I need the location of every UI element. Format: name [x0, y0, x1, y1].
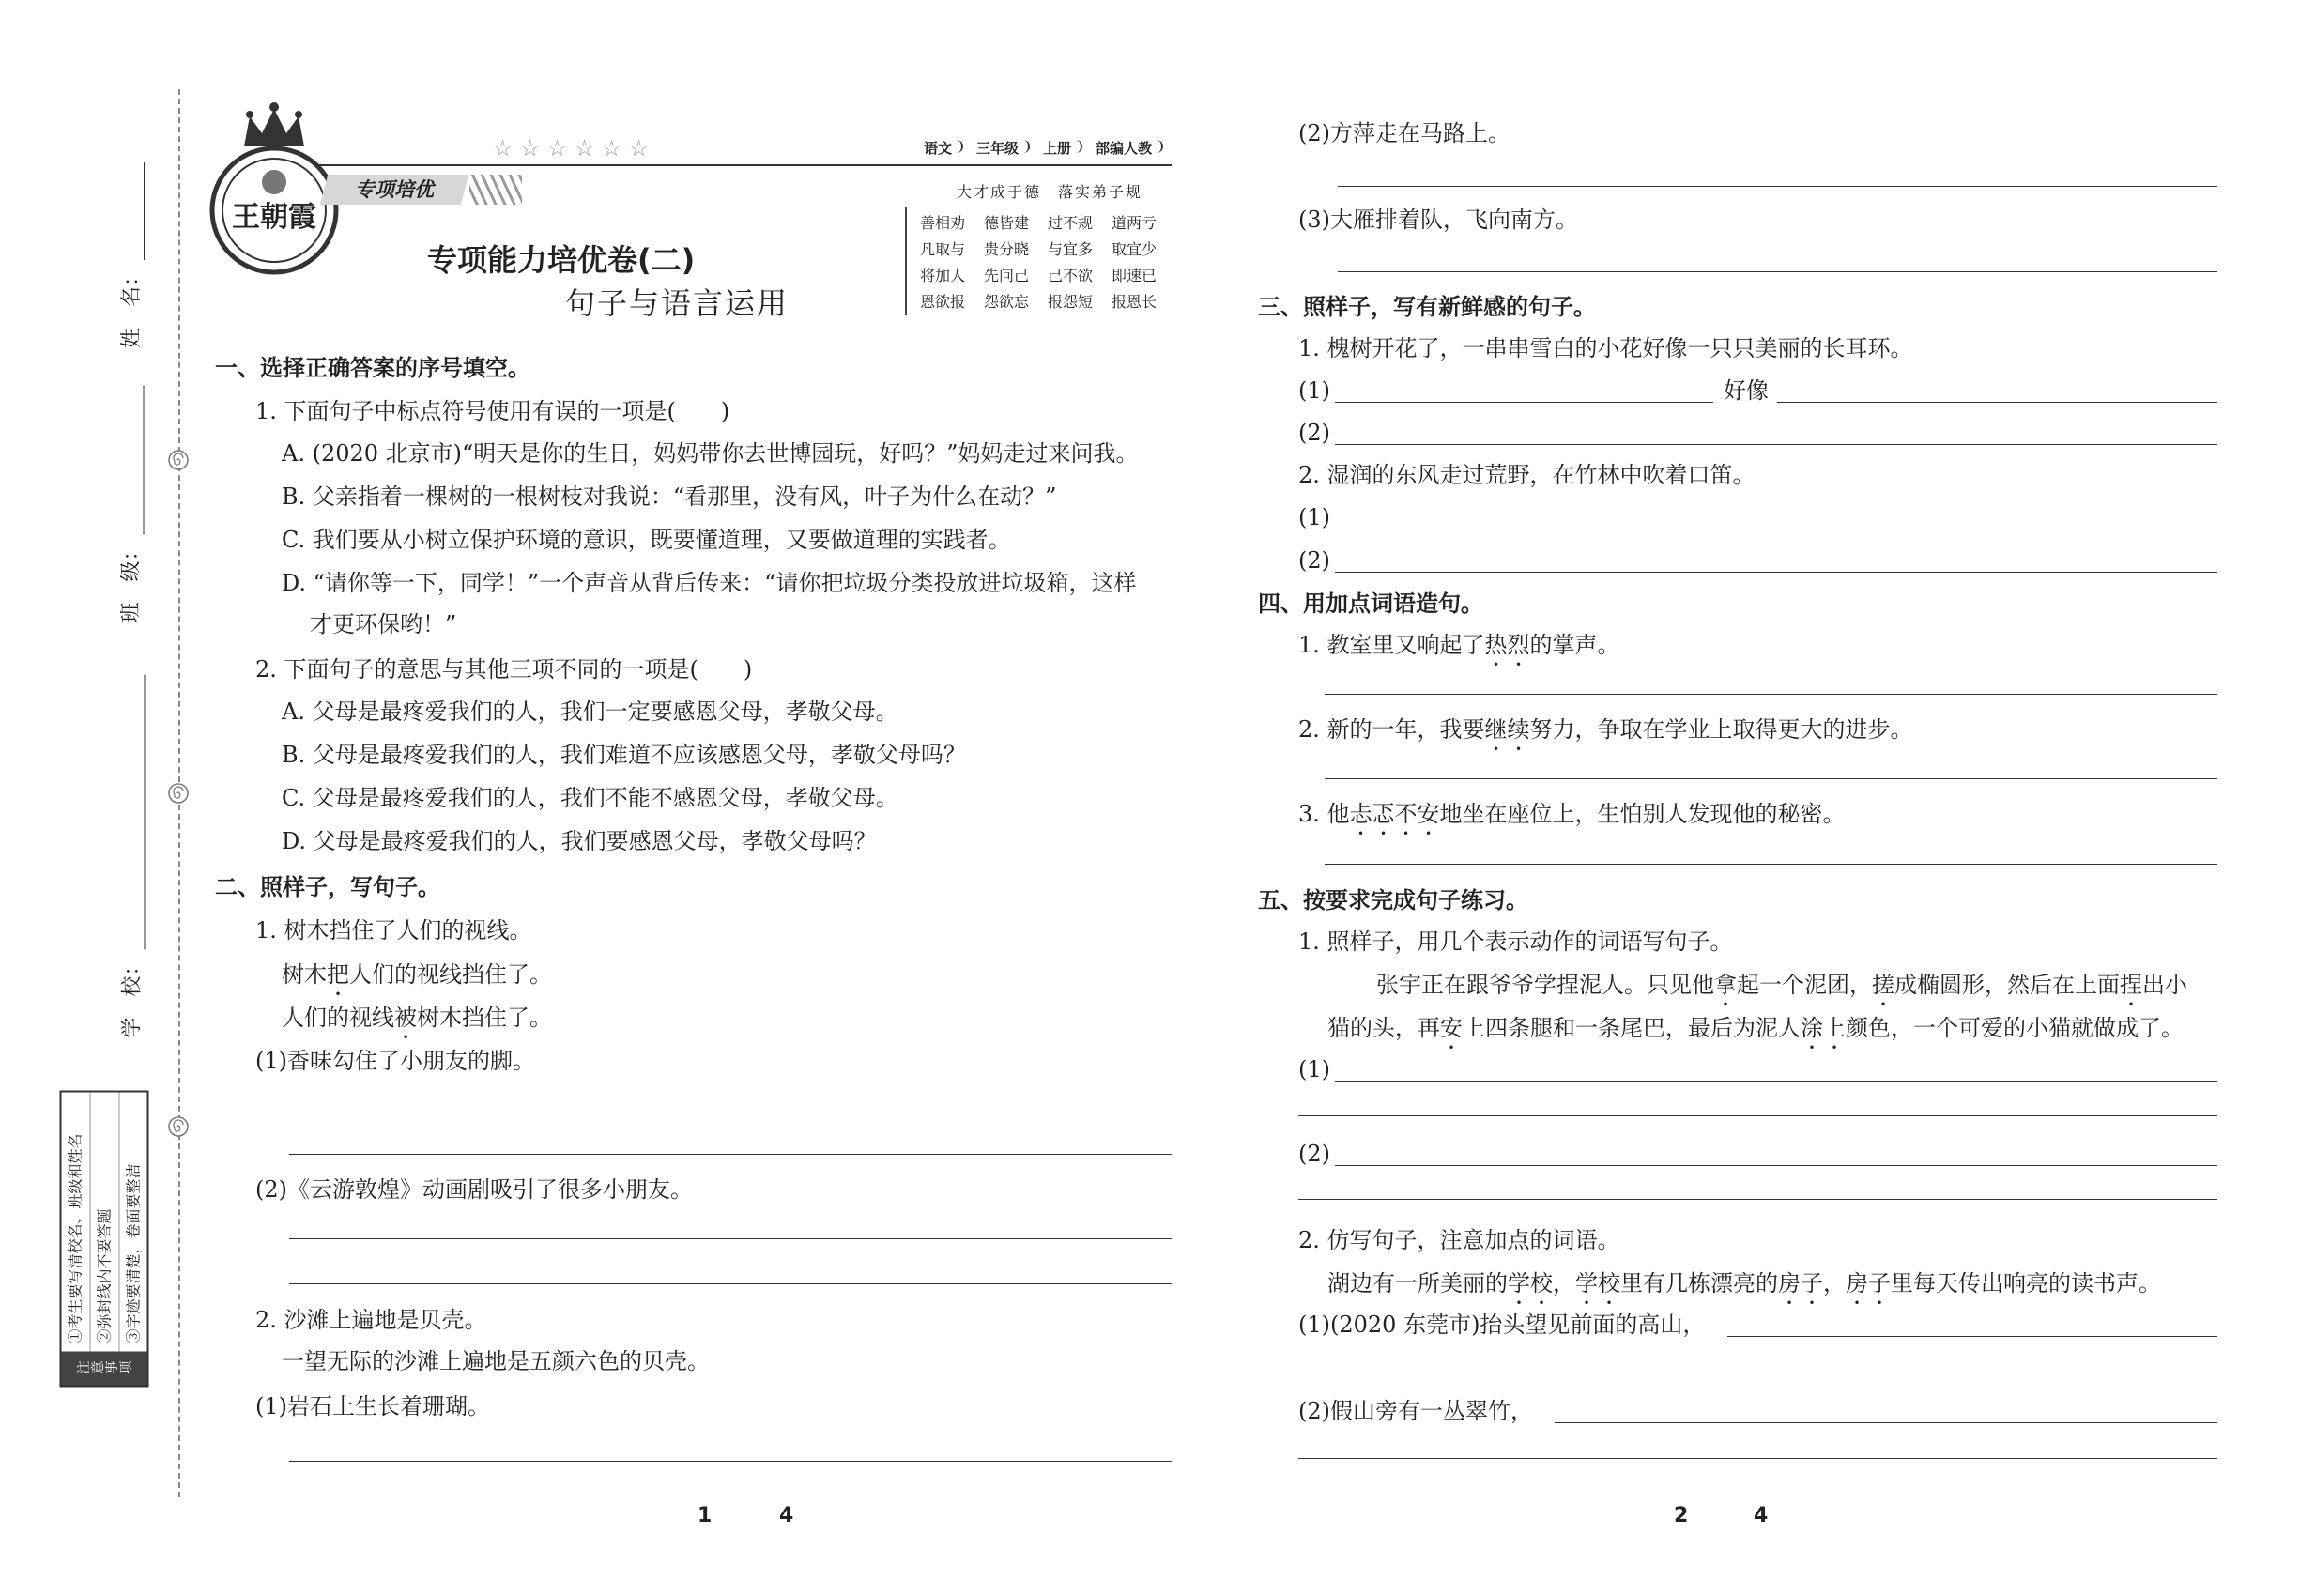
answer-line — [1555, 1422, 2217, 1423]
notice-item: ②弥封线内不要答题 — [91, 1093, 120, 1352]
star-icon — [571, 134, 598, 162]
seal-swirl-icon — [167, 1115, 190, 1138]
blank-label: (2) — [1298, 547, 1330, 574]
question-stem — [1298, 800, 1846, 828]
example-variant — [282, 1004, 552, 1032]
question-stem — [1298, 631, 1620, 659]
model-sentence — [1327, 1269, 2161, 1297]
dotted-word: 房子，房子 — [1778, 1270, 1891, 1297]
text-segment: 树木挡住了。 — [417, 1005, 552, 1031]
question-stem: 1. 照样子，用几个表示动作的词语写句子。 — [1298, 928, 1733, 955]
practice-item: (1)(2020 东莞市)抬头望见前面的高山， — [1298, 1312, 1706, 1338]
answer-line — [289, 1238, 1172, 1239]
page-total: 4 — [1754, 1504, 1769, 1527]
text-segment: 湖边有一所美丽的 — [1327, 1270, 1508, 1297]
example-variant — [282, 960, 552, 989]
option-d: D. 父母是最疼爱我们的人，我们要感恩父母，孝敬父母吗？ — [282, 828, 877, 854]
text-segment: 颜色，一个可爱的小猫就做成了。 — [1846, 1015, 2184, 1041]
badge-stripes — [469, 175, 522, 205]
blank-label: (1) — [1298, 1056, 1330, 1082]
section-heading: 三、照样子，写有新鲜感的句子。 — [1258, 294, 1596, 320]
subject-tags — [918, 137, 1165, 160]
practice-item: (3)大雁排着队，飞向南方。 — [1298, 207, 1578, 233]
option-c: C. 父母是最疼爱我们的人，我们不能不感恩父母，孝敬父母。 — [282, 785, 898, 811]
question-stem: 2. 仿写句子，注意加点的词语。 — [1298, 1227, 1620, 1253]
text-segment: 里每天传出响亮的读书声。 — [1891, 1270, 2161, 1297]
name-label: 姓 名： — [120, 265, 144, 348]
seal-swirl-icon — [167, 782, 190, 805]
text-segment: 1. 教室里又响起了 — [1298, 632, 1485, 658]
school-label: 学 校： — [120, 955, 145, 1038]
option-a: A. 父母是最疼爱我们的人，我们一定要感恩父母，孝敬父母。 — [282, 698, 898, 725]
motto-cell: 贵分晓 — [984, 240, 1030, 258]
practice-item: (1)香味勾住了小朋友的脚。 — [255, 1048, 535, 1074]
header-rule — [319, 164, 1172, 166]
tag-grade: 三年级 — [971, 137, 1032, 160]
text-segment: 上四条腿和一条尾巴，最后为泥人 — [1463, 1015, 1801, 1041]
dotted-word: 安 — [1440, 1015, 1463, 1041]
dotted-word: 热烈 — [1484, 632, 1530, 658]
question-stem: 2. 湿润的东风走过荒野，在竹林中吹着口笛。 — [1298, 462, 1756, 488]
text-segment: 起一个泥团， — [1737, 972, 1872, 998]
notice-item: ③字迹要清楚，卷面要整洁 — [124, 1163, 143, 1344]
text-segment: 努力，争取在学业上取得更大的进步。 — [1529, 716, 1913, 743]
question-stem — [1298, 715, 1913, 744]
example-variant: 一望无际的沙滩上遍地是五颜六色的贝壳。 — [282, 1348, 710, 1374]
answer-line — [1335, 1165, 2217, 1166]
motto-cell: 先问己 — [984, 267, 1030, 284]
motto-cell: 报怨短 — [1048, 293, 1094, 311]
answer-line — [289, 1461, 1172, 1462]
question-stem: 1. 槐树开花了，一串串雪白的小花好像一只只美丽的长耳环。 — [1298, 335, 1913, 361]
star-icon — [598, 134, 625, 162]
motto-cell: 己不欲 — [1048, 267, 1094, 284]
logo-lettering: 王朝霞 — [232, 201, 316, 234]
answer-line — [1335, 572, 2217, 573]
star-icon — [544, 134, 571, 162]
text-segment: 人们的视线挡住了。 — [349, 961, 552, 988]
notice-box — [60, 1091, 149, 1388]
motto-cell: 与宜多 — [1048, 240, 1094, 258]
motto-cell: 怨欲忘 — [984, 293, 1030, 311]
motto-cell: 道两亏 — [1112, 214, 1158, 232]
motto-heading: 大才成于德 落实弟子规 — [957, 183, 1143, 201]
star-icon — [625, 134, 652, 162]
dotted-word: 涂上 — [1801, 1015, 1846, 1041]
text-segment: 成椭圆形，然后在上面 — [1894, 972, 2120, 998]
notice-title: 注意事项 — [62, 1352, 147, 1386]
example-sentence: 2. 沙滩上遍地是贝壳。 — [255, 1307, 487, 1333]
question-stem: 1. 下面句子中标点符号使用有误的一项是( ) — [255, 398, 730, 424]
dotted-word: 搓 — [1872, 972, 1894, 998]
paper-title: 专项能力培优卷(二) — [427, 242, 696, 278]
difficulty-stars — [489, 134, 652, 162]
section-heading: 二、照样子，写句子。 — [215, 874, 440, 900]
motto-grid — [920, 210, 1175, 315]
paper-subtitle: 句子与语言运用 — [565, 285, 790, 321]
text-segment: 3. 他 — [1298, 801, 1350, 827]
page-number: 2 — [1674, 1504, 1689, 1527]
school-field — [117, 675, 146, 1038]
model-passage-line — [1327, 1014, 2184, 1042]
practice-item: (2)假山旁有一丛翠竹， — [1298, 1398, 1533, 1424]
option-d: D. “请你等一下，同学！”一个声音从背后传来：“请你把垃圾分类投放进垃圾箱，这样 — [282, 570, 1137, 596]
dotted-word: 学校，学校 — [1508, 1270, 1620, 1297]
dotted-word: 忐忑不安 — [1349, 801, 1440, 827]
motto-cell: 恩欲报 — [920, 293, 966, 311]
dotted-word: 拿 — [1714, 972, 1737, 998]
seal-swirl-icon — [167, 449, 190, 471]
section-heading: 四、用加点词语造句。 — [1258, 591, 1483, 617]
practice-item: (2)方萍走在马路上。 — [1298, 120, 1510, 146]
text-segment: 张宇正在跟爷爷学捏泥人。只见他 — [1376, 972, 1714, 998]
brand-logo — [208, 100, 340, 278]
option-b: B. 父亲指着一棵树的一根树枝对我说：“看那里，没有风，叶子为什么在动？” — [282, 483, 1057, 510]
option-c: C. 我们要从小树立保护环境的意识，既要懂道理，又要做道理的实践者。 — [282, 527, 1011, 553]
option-a: A. (2020 北京市)“明天是你的生日，妈妈带你去世博园玩，好吗？”妈妈走过来问我。 — [282, 440, 1139, 467]
name-field — [116, 162, 145, 348]
tag-edition: 部编人教 — [1090, 137, 1165, 160]
school-blank — [124, 675, 146, 950]
motto-cell: 即速已 — [1112, 267, 1158, 284]
section-badge — [320, 175, 469, 205]
practice-item: (2)《云游敦煌》动画剧吸引了很多小朋友。 — [255, 1176, 693, 1203]
question-stem: 2. 下面句子的意思与其他三项不同的一项是( ) — [255, 656, 753, 683]
notice-item: ①考生要写清校名、班级和姓名 — [62, 1093, 91, 1352]
dotted-word: 被 — [394, 1005, 417, 1031]
text-segment: 的掌声。 — [1529, 632, 1620, 658]
blank-label: (1) — [1298, 504, 1330, 530]
answer-line — [1325, 778, 2217, 779]
answer-line — [289, 1154, 1172, 1155]
text-segment: 人们的视线 — [282, 1005, 394, 1031]
answer-line — [289, 1283, 1172, 1284]
answer-line — [1298, 1458, 2217, 1459]
answer-line — [1325, 864, 2217, 865]
class-field — [116, 386, 145, 623]
name-blank — [123, 162, 145, 260]
answer-line — [1325, 694, 2217, 695]
blank-label: (1) — [1298, 377, 1330, 404]
emblem-icon — [262, 170, 286, 194]
section-heading: 五、按要求完成句子练习。 — [1258, 887, 1528, 913]
answer-line — [1338, 186, 2217, 187]
motto-cell: 德皆建 — [984, 214, 1030, 232]
text-segment: 地坐在座位上，生怕别人发现他的秘密。 — [1439, 801, 1846, 827]
answer-line — [1335, 444, 2217, 445]
text-segment: 里有几栋漂亮的 — [1620, 1270, 1778, 1297]
motto-cell: 善相劝 — [920, 214, 966, 232]
motto-cell: 过不规 — [1048, 214, 1094, 232]
blank-label: (2) — [1298, 420, 1330, 446]
tag-volume: 上册 — [1037, 137, 1084, 160]
answer-line — [1298, 1115, 2217, 1116]
model-passage-line — [1376, 971, 2187, 999]
dotted-word: 把 — [327, 961, 349, 988]
blank-label: (2) — [1298, 1141, 1330, 1167]
text-segment: 2. 新的一年，我要 — [1298, 716, 1485, 743]
motto-cell: 取宜少 — [1112, 240, 1158, 258]
blank-connector: 好像 — [1724, 377, 1769, 404]
answer-line — [1298, 1199, 2217, 1200]
option-b: B. 父母是最疼爱我们的人，我们难道不应该感恩父母，孝敬父母吗？ — [282, 742, 966, 768]
dotted-word: 继续 — [1484, 716, 1530, 743]
section-heading: 一、选择正确答案的序号填空。 — [215, 355, 530, 381]
page-number: 1 — [698, 1504, 713, 1527]
text-segment: 猫的头，再 — [1327, 1015, 1440, 1041]
page-total: 4 — [779, 1504, 794, 1527]
practice-item: (1)岩石上生长着珊瑚。 — [255, 1393, 490, 1420]
dotted-word: 捏 — [2120, 972, 2142, 998]
class-blank — [123, 386, 145, 535]
option-d-continued: 才更环保哟！” — [310, 611, 457, 637]
star-icon — [489, 134, 516, 162]
motto-cell: 将加人 — [920, 267, 966, 284]
answer-line — [1335, 402, 1713, 403]
star-icon — [516, 134, 544, 162]
answer-line — [1335, 1081, 2217, 1082]
motto-cell: 凡取与 — [920, 240, 966, 258]
answer-line — [1338, 271, 2217, 272]
text-segment: 树木 — [282, 961, 327, 988]
text-segment: 出小 — [2142, 972, 2187, 998]
motto-cell: 报恩长 — [1112, 293, 1158, 311]
answer-line — [1777, 402, 2217, 403]
motto-divider — [905, 207, 907, 315]
tag-subject: 语文 — [918, 137, 965, 160]
answer-line — [1727, 1336, 2217, 1337]
example-sentence: 1. 树木挡住了人们的视线。 — [255, 917, 532, 944]
badge-label: 专项培优 — [355, 178, 434, 201]
class-label: 班 级： — [119, 540, 144, 623]
